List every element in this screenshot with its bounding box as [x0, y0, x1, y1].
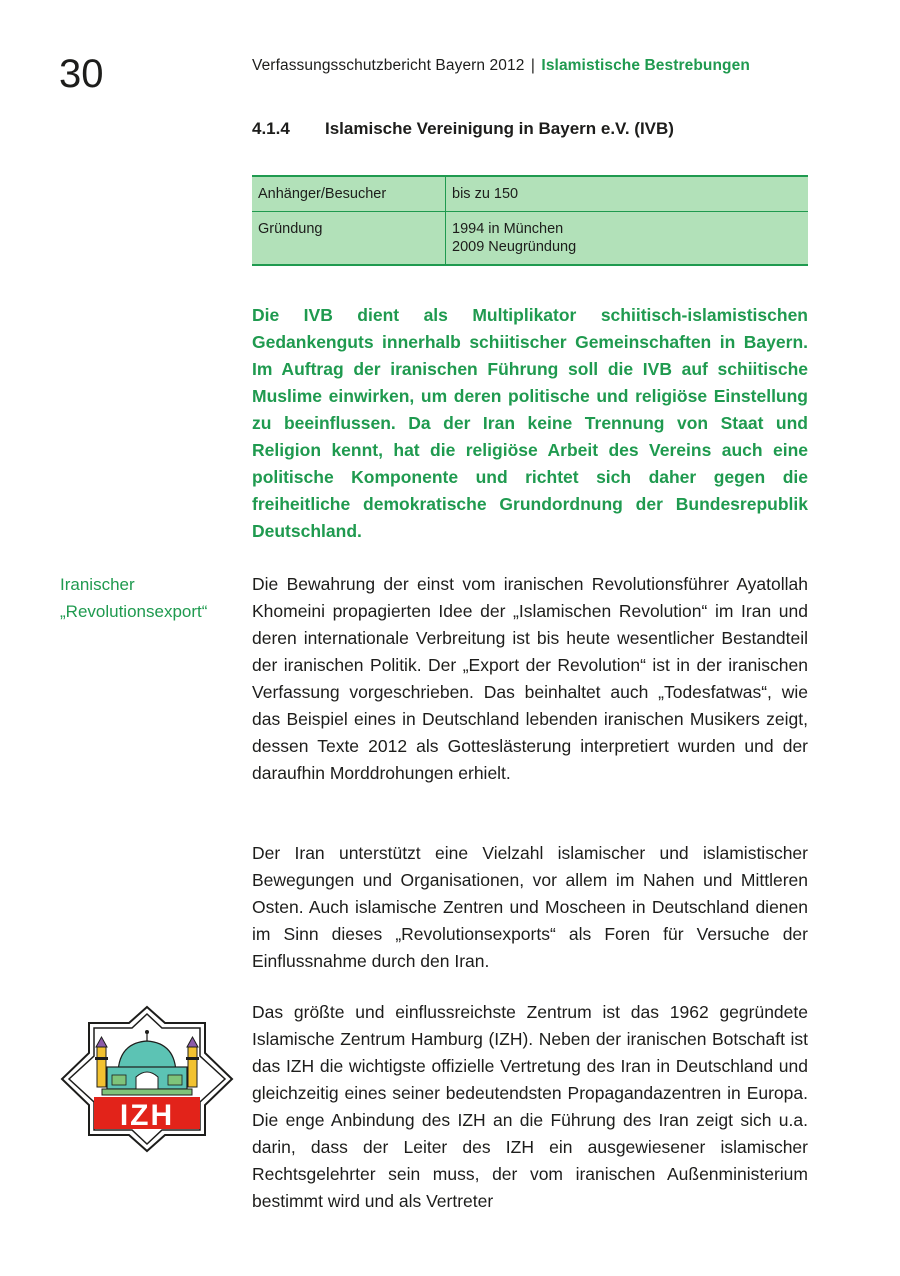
marginal-line: Iranischer — [60, 575, 135, 594]
publication-title: Verfassungsschutzbericht Bayern 2012 — [252, 57, 525, 74]
marginal-line: „Revolutionsexport“ — [60, 602, 208, 621]
izh-logo-icon — [60, 1005, 234, 1153]
intro-paragraph: Die IVB dient als Multiplikator schiitisch-islamistischen Gedankenguts innerhalb schiitischer Gemeinschaften in Bayern. Im Auftrag der iranischen Führung soll die IVB auf schiitische Muslime einwirken, um deren politische und religiöse Einstellung zu beeinflussen. Da der Iran keine Trennung von Staat und Religion kennt, hat die religiöse Arbeit des Vereins auch eine politische Komponente und richtet sich daher gegen die freiheitliche demokratische Grundordnung der Bundesrepublik Deutschland. — [252, 305, 808, 541]
value-line: bis zu 150 — [452, 186, 519, 202]
value-line: 1994 in München — [452, 221, 564, 237]
body-paragraph: Das größte und einflussreichste Zentrum ist das 1962 gegründete Islamische Zentrum Hamburg (IZH). Neben der iranischen Botschaft ist das IZH die wichtigste offizielle Vertretung des Iran in Deutschland und gleichzeitig eines seiner bedeutendsten Propagandazentren in Europa. Die enge Anbindung des IZH an die Führung des Iran zeigt sich u.a. darin, dass der Leiter des IZH ein ausgewiesener islamischer Rechtsgelehrter sein muss, der vom iranischen Außenministerium bestimmt wird und als Vertreter — [252, 1002, 808, 1211]
section-heading — [252, 119, 674, 139]
page-number: 30 — [59, 52, 104, 96]
table-row — [252, 176, 808, 212]
header-separator: | — [530, 57, 535, 74]
body-paragraph: Die Bewahrung der einst vom iranischen Revolutionsführer Ayatollah Khomeini propagierten Idee der „Islamischen Revolution“ im Iran und deren internationale Verbreitung ist bis heute wesentlicher Bestandteil der iranischen Politik. Der „Export der Revolution“ ist in der iranischen Verfassung vorgeschrieben. Das beinhaltet auch „Todesfatwas“, wie das Beispiel eines in Deutschland lebenden iranischen Musikers zeigt, dessen Texte 2012 als Gotteslästerung interpretiert wurden und der daraufhin Morddrohungen erhielt. — [252, 574, 808, 783]
facts-table — [252, 175, 808, 266]
section-number: 4.1.4 — [252, 119, 290, 138]
value-line: 2009 Neugründung — [452, 239, 577, 255]
table-cell-value — [446, 176, 809, 212]
logo-text: IZH — [119, 1099, 175, 1132]
section-heading-title: Islamische Vereinigung in Bayern e.V. (IVB) — [325, 119, 674, 138]
table-cell-value — [446, 212, 809, 266]
section-title: Islamistische Bestrebungen — [541, 57, 750, 74]
running-header — [252, 57, 750, 75]
table-row — [252, 212, 808, 266]
body-paragraph: Der Iran unterstützt eine Vielzahl islamischer und islamistischer Bewegungen und Organisationen, vor allem im Nahen und Mittleren Osten. Auch islamische Zentren und Moscheen in Deutschland dienen im Sinn dieses „Revolutionsexports“ als Foren für Versuche der Einflussnahme durch den Iran. — [252, 843, 808, 971]
marginal-note — [60, 571, 207, 625]
table-cell-label: Anhänger/Besucher — [252, 176, 446, 212]
table-cell-label: Gründung — [252, 212, 446, 266]
